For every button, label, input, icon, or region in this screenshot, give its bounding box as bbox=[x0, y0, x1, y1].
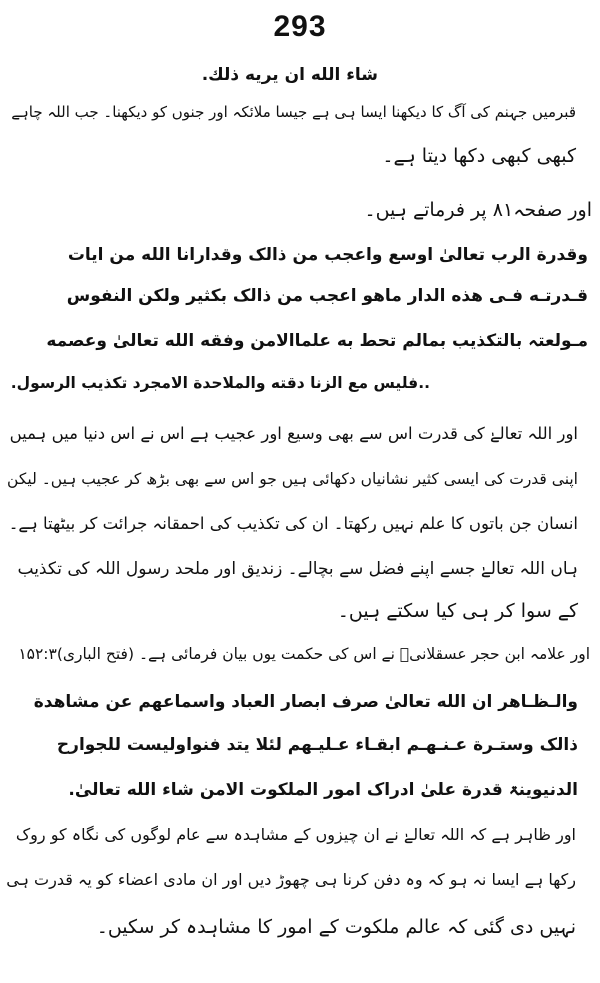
text-line-urdu: اور صفحہ۸۱ پر فرماتے ہیں۔ bbox=[364, 199, 592, 221]
text-line-urdu: اور علامہ ابن حجر عسقلانیؒ نے اس کی حکمت یوں بیان فرمائی ہے۔ (فتح الباری)۱۵۲:۳ bbox=[18, 645, 590, 663]
text-line-arabic: والـظـاهر ان الله تعالیٰ صرف ابصار العباد واسماعهم عن مشاهدة bbox=[33, 692, 578, 712]
text-line-urdu: اور ظاہر ہے کہ اللہ تعالےٰ نے ان چیزوں کے مشاہدہ سے عام لوگوں کی نگاہ کو روک bbox=[15, 825, 576, 844]
text-line-urdu: اپنی قدرت کی ایسی کثیر نشانیاں دکھائی ہیں جو اس سے بھی بڑھ کر عجیب ہیں۔ لیکن bbox=[7, 470, 578, 488]
text-line-urdu: نہیں دی گئی کہ عالم ملکوت کے امور کا مشاہدہ کر سکیں۔ bbox=[96, 916, 576, 938]
text-line-arabic: مـولعتہ بالتكذيب بمالم تحط به علماالامن وفقه الله تعالیٰ وعصمه bbox=[46, 331, 588, 351]
text-line-urdu: اور اللہ تعالےٰ کی قدرت اس سے بھی وسیع اور عجیب ہے اس نے اس دنیا میں ہمیں bbox=[9, 424, 578, 443]
page-number: 293 bbox=[273, 10, 327, 43]
text-line-urdu: کبھی کبھی دکھا دیتا ہے۔ bbox=[382, 145, 576, 167]
text-line-arabic: ذالک وستـرة عـنـهـم ابقـاء عـلیـهم لئلا يتد فنواوليست للجوارح bbox=[56, 735, 578, 755]
text-line-urdu: رکھا ہے ایسا نہ ہو کہ وہ دفن کرنا ہی چھوڑ دیں اور ان مادی اعضاء کو یہ قدرت ہی bbox=[6, 870, 576, 889]
text-line-arabic: شاء الله ان يريه ذلك. bbox=[201, 65, 378, 85]
text-line-urdu: کے سوا کر ہی کیا سکتے ہیں۔ bbox=[337, 600, 578, 622]
text-line-urdu: قبرمیں جہنم کی آگ کا دیکھنا ایسا ہی ہے جیسا ملائکہ اور جنوں کو دیکھنا۔ جب اللہ چاہے bbox=[11, 103, 576, 121]
text-line-arabic: وقدرة الرب تعالیٰ اوسع واعجب من ذالک وقدارانا الله من ايات bbox=[67, 245, 588, 265]
text-line-urdu: انسان جن باتوں کا علم نہیں رکھتا۔ ان کی تکذیب کی احمقانہ جرائت کر بیٹھتا ہے۔ bbox=[8, 514, 578, 533]
text-line-arabic: قـدرتـه فـی هذه الدار ماهو اعجب من ذالک بكثير ولكن النفوس bbox=[66, 286, 588, 306]
text-line-arabic: ..فليس مع الزنا دقته والملاحدة الامجرد تكذيب الرسول. bbox=[10, 374, 430, 392]
text-line-urdu: ہاں اللہ تعالےٰ جسے اپنے فضل سے بچالے۔ زندیق اور ملحد رسول اللہ کی تکذیب bbox=[17, 559, 578, 579]
text-line-arabic: الدنيوينۃ قدرة علیٰ ادراک امور الملكوت الامن شاء الله تعالیٰ. bbox=[68, 780, 578, 800]
